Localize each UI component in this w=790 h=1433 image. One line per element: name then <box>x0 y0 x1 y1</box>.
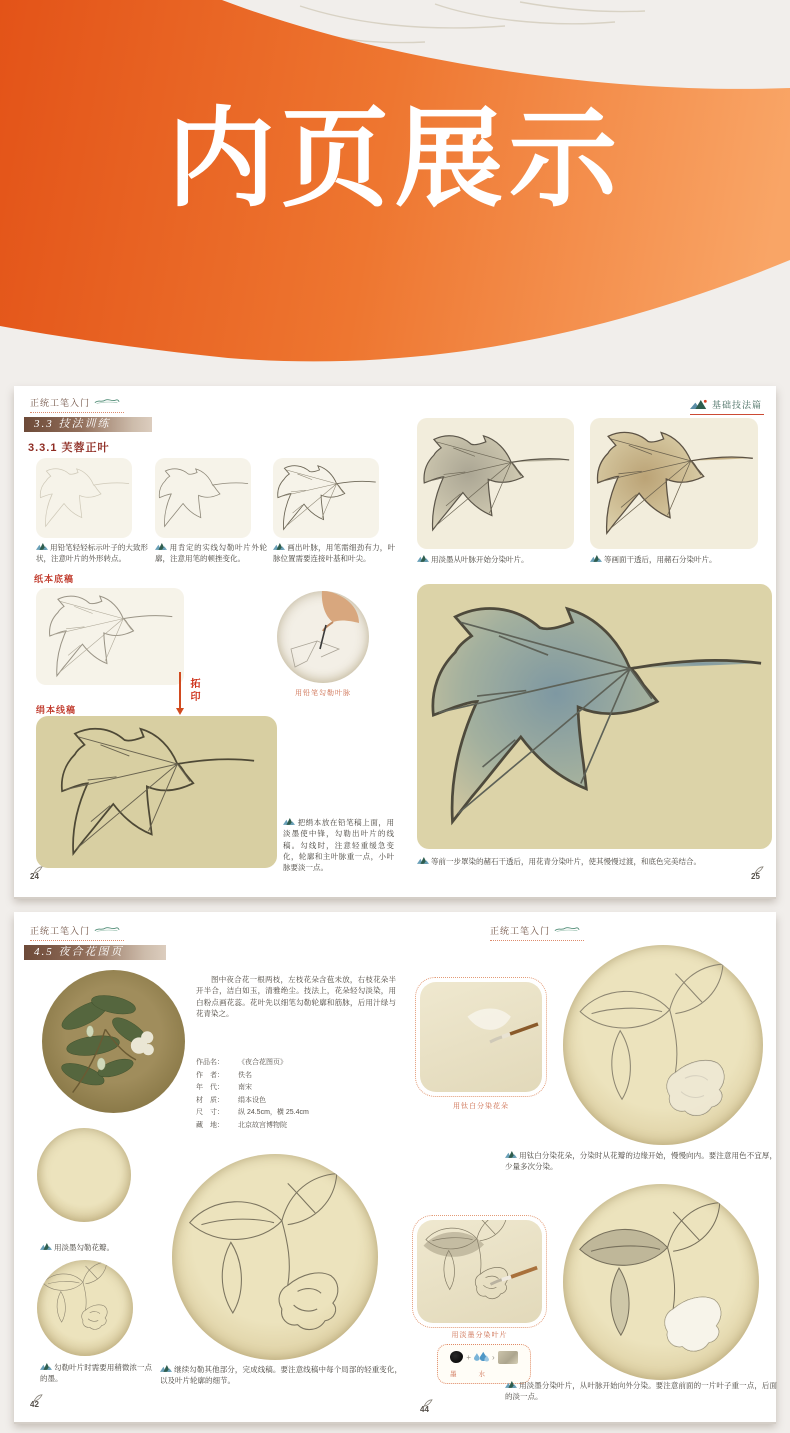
hand-drawing-photo <box>277 591 369 683</box>
book-title-header: 正统工笔入门 <box>490 924 584 941</box>
brush-shape <box>480 1020 540 1050</box>
step-caption-2: 用肯定的实线勾勒叶片外轮廓，注意用笔的顿挫变化。 <box>155 543 267 564</box>
mountain-icon <box>40 1242 52 1250</box>
finished-leaf-image <box>417 584 772 849</box>
finished-leaf-caption: 等前一步罩染的赭石干透后，用花青分染叶片，使其慢慢过渡，和底色完美结合。 <box>417 856 772 867</box>
mix-label-ink: 墨 <box>450 1371 457 1378</box>
mountain-icon <box>155 542 167 550</box>
transfer-arrow <box>179 672 181 712</box>
meta-row: 藏 地： 北京故宫博物院 <box>196 1121 287 1129</box>
artwork-intro-paragraph: 图中夜合花一根两枝，左枝花朵含苞未放，右枝花朵半开半合，洁白如玉，清雅绝尘。技法上，花朵轻勾淡染，用白粉点画花蕊。花叶先以细笔勾勒轮廓和筋脉，后用汁绿与花青染之。 <box>196 975 396 1018</box>
mountain-sun-icon <box>690 399 708 409</box>
photo-caption: 用铅笔勾勒叶脉 <box>295 690 351 697</box>
banner-title: 内页展示 <box>166 101 623 220</box>
detail-photo-frame <box>417 1220 542 1323</box>
pencil-draft-image <box>36 588 184 685</box>
brush-shape <box>480 1262 542 1290</box>
chapter-header: 基础技法篇 <box>690 398 764 415</box>
silk-line-draft-image <box>36 716 277 868</box>
step-caption-1: 用铅笔轻轻标示叶子的大致形状，注意叶片的外形转点。 <box>36 543 148 564</box>
mix-label-water: 水 <box>478 1371 485 1378</box>
paper-draft-label: 纸本底稿 <box>34 574 75 584</box>
sketch-circle-flower <box>37 1128 131 1222</box>
photo-caption-1: 用钛白分染花朵 <box>453 1103 509 1110</box>
book-title-text: 正统工笔入门 <box>30 398 91 408</box>
shading-caption-2: 等画面干透后，用赭石分染叶片。 <box>590 554 772 565</box>
mountain-icon <box>160 1364 172 1372</box>
page-number-24: 24 <box>30 866 44 881</box>
page-number-44: 44 <box>420 1399 434 1414</box>
mountain-icon <box>283 817 295 825</box>
mountain-icon <box>417 554 429 562</box>
book-spread-2 <box>14 912 776 1422</box>
mountain-icon <box>40 1362 52 1370</box>
photo-caption-2: 用淡墨分染叶片 <box>451 1332 508 1339</box>
subsection-title: 3.3.1 芙蓉正叶 <box>28 442 110 454</box>
book-title-header: 正统工笔入门 <box>30 924 124 941</box>
step-image-1 <box>36 458 132 538</box>
step-caption-ink: 用淡墨分染叶片，从叶脉开始向外分染。要注意前面的一片叶子重一点，后面的淡一点。 <box>505 1381 777 1402</box>
mountain-icon <box>36 542 48 550</box>
step-caption-3: 画出叶脉，用笔需细劲有力，叶脉位置需要连接叶基和叶尖。 <box>273 543 395 564</box>
step-image-3 <box>273 458 379 538</box>
sketch-caption-2: 勾勒叶片时需要用稍微浓一点的墨。 <box>40 1363 152 1384</box>
ink-water-mix-diagram: + › 墨 水 <box>437 1344 531 1384</box>
wash-swatch <box>498 1351 518 1364</box>
sketch-caption-1: 用淡墨勾勒花瓣。 <box>40 1242 145 1253</box>
mountain-icon <box>273 542 285 550</box>
step-image-2 <box>155 458 251 538</box>
ink-blob-icon <box>450 1351 463 1363</box>
water-drops-icon <box>474 1350 489 1364</box>
landscape-squiggle-icon <box>554 925 580 935</box>
landscape-squiggle-icon <box>94 925 120 935</box>
mountain-icon <box>505 1380 517 1388</box>
meta-row: 作品名： 《夜合花图页》 <box>196 1059 287 1066</box>
shading-step-image-2 <box>590 418 758 549</box>
silk-draft-label: 绢本线稿 <box>36 705 77 715</box>
sketch-caption-3: 继续勾勒其他部分，完成线稿。要注意线稿中每个局部的轻重变化，以及叶片轮廓的细节。 <box>160 1365 402 1386</box>
hand-shape <box>322 591 359 623</box>
mountain-icon <box>417 856 429 864</box>
sketch-circle-leaves <box>37 1260 133 1356</box>
book-title-header <box>30 396 124 413</box>
section-title-bar: 4.5 夜合花图页 <box>24 945 166 960</box>
meta-row: 作 者： 佚名 <box>196 1071 252 1079</box>
mountain-icon <box>505 1150 517 1158</box>
mountain-icon <box>590 554 602 562</box>
transfer-arrow-label: 拓印 <box>188 678 199 704</box>
landscape-squiggle-icon <box>94 397 120 407</box>
page-number-42: 42 <box>30 1394 44 1409</box>
artwork-metadata <box>196 1057 401 1133</box>
shading-caption-1: 用淡墨从叶脉开始分染叶片。 <box>417 554 587 565</box>
meta-row: 年 代： 南宋 <box>196 1084 252 1092</box>
classical-painting-image <box>42 970 185 1113</box>
detail-photo-frame <box>420 982 542 1092</box>
section-title-bar: 3.3 技法训练 <box>24 417 152 432</box>
ink-shading-photo <box>417 1220 542 1323</box>
meta-row: 材 质： 绢本设色 <box>196 1096 266 1104</box>
meta-row: 尺 寸： 纵 24.5cm，横 25.4cm <box>196 1109 309 1117</box>
page-number-25: 25 <box>751 866 765 881</box>
painting-step-circle-1 <box>563 945 763 1145</box>
titanium-white-photo <box>420 982 542 1092</box>
painting-step-circle-2 <box>563 1184 759 1380</box>
book-spread-1 <box>14 386 776 897</box>
shading-step-image-1 <box>417 418 574 549</box>
silk-step-caption: 把绢本放在铅笔稿上面，用淡墨使中锋，勾勒出叶片的线稿。勾线时，注意轻重缓急变化，轮廓和主叶脉重一点，小叶脉要淡一点。 <box>283 818 394 872</box>
line-draft-circle-large <box>172 1154 378 1360</box>
pencil-shape <box>320 625 326 649</box>
step-caption-white: 用钛白分染花朵，分染时从花瓣的边缘开始，慢慢向内。要注意用色不宜厚，少量多次分染。 <box>505 1151 777 1172</box>
